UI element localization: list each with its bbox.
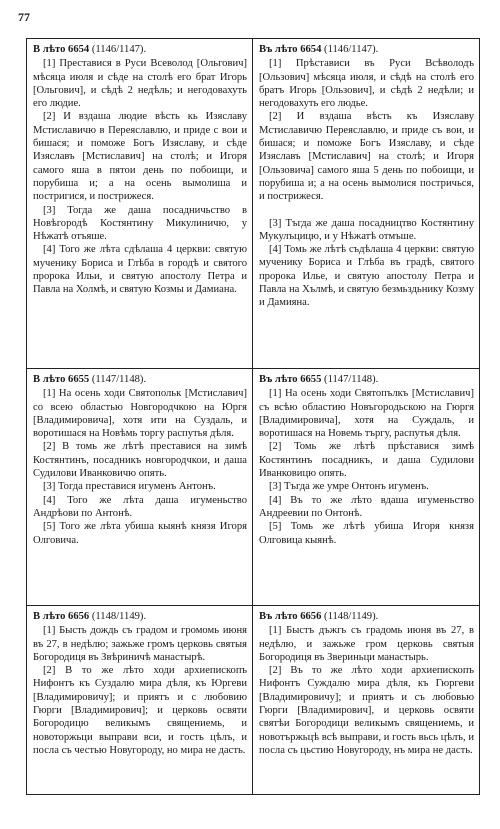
- entry-6654-left-column: [27, 39, 253, 369]
- chronicle-paragraph: [2] И вздаша вѣсть къ Изяславу Мстиславичю Переяславлю, и приде съ вои, и бишася; и поможе Богъ Изяславу, и сѣде Изяславъ [Мстиславич] на столѣ; и Игоря [Ользовича] самого яша 5 день по побоищи, и порубиша и; а на осень вымолися постричься, и пострижеся.: [259, 111, 474, 203]
- chronicle-paragraph: [2] Въ то же лѣто ходи архиепископъ Нифонтъ Суждалю мира дѣля, къ Гюргеви [Владимировичу]; и приятъ и съ любовью Гюрги [Владимирович], и церковь освяти святѣи Богородици великымъ священиемь, и новотържьцѣ всѣ выправи, и гость вьсь цѣлъ, и посла съ цьстию Новугороду, нъ мира не дасть.: [259, 665, 474, 756]
- paragraph-spacer: [259, 204, 474, 217]
- entry-6655-left-column: [27, 369, 253, 606]
- chronicle-paragraph: [2] Томь же лѣтѣ прѣставися зимѣ Костянтинъ посадникъ, и даша Судилови Иванковицю опять.: [259, 441, 474, 480]
- entry-heading: [33, 373, 247, 386]
- chronicle-paragraph: [1] Быстъ дъжгь съ градомь июня въ 27, в недѣлю, и зажьже гром церковь святыя Богородиця въ Звериньци манастырь.: [259, 625, 474, 663]
- entry-heading: [259, 373, 474, 386]
- chronicle-paragraph: [1] На осень ходи Святопълкъ [Мстиславич] съ всѣю областию Новъгородьскою на Гюргя [Владимировича], хотя на Суждаль, и воротишася на Новемь търгу, распутья дѣля.: [259, 388, 474, 440]
- chronicle-paragraph: [4] Того же лѣта даша игуменьство Андрѣови по Антонѣ.: [33, 494, 247, 519]
- entry-year-label: Въ лѣто 6654: [259, 44, 322, 55]
- entry-year-label: В лѣто 6654: [33, 44, 90, 55]
- entry-heading: [259, 43, 474, 56]
- chronicle-paragraph: [2] И вздаша людие вѣсть кь Изяславу Мстиславичю в Переяславлю, и приде с вои и бишася; и поможе Богъ Изяславу, и сѣде Изяславъ [Мстиславич] на столѣ; и Игоря самого яша в пятои день по побоищи, и порубиша и; а на осень вымолиша и постригися, и пострижеся.: [33, 111, 247, 203]
- chronicle-paragraph: [3] Тъгда же умре Онтонъ игуменъ.: [269, 481, 429, 493]
- chronicle-paragraph: [1] На осень ходи Святопольк [Мстиславич] со всею областью Новгородчкою на Юргя [Владимировича], хотя ити на Суздаль, и воротишася на Новѣмь торгу распутья дѣля.: [33, 388, 247, 440]
- entry-year-range: (1147/1148).: [91, 374, 147, 385]
- chronicle-paragraph: [1] Бысть дождь съ градом и громомь июня въ 27, в недѣлю; зажьже громъ церковь святыя Богородиця въ Звѣриничѣ манастырѣ.: [33, 625, 247, 663]
- chronicle-paragraph: [1] Преставися в Руси Всеволод [Ольгович] мѣсяца июля и сѣде на столѣ его брат Игорь [Ольгович], и сѣдѣ 2 недѣль; и негодовахуть его людие.: [33, 58, 247, 110]
- entry-year-range: (1146/1147).: [324, 44, 379, 55]
- entry-year-label: В лѣто 6655: [33, 374, 90, 385]
- entry-year-range: (1148/1149).: [324, 611, 379, 622]
- entry-year-label: В лѣто 6656: [33, 611, 90, 622]
- entry-6655-right-column: [253, 369, 479, 606]
- chronicle-paragraph: [3] Тъгда же даша посадництво Костянтину Мукулъцицю, и у Нѣжатѣ отмъше.: [259, 217, 474, 242]
- entry-heading: [259, 610, 474, 623]
- parallel-text-table: [26, 38, 480, 795]
- entry-6654-right-column: [253, 39, 479, 369]
- chronicle-paragraph: [2] В томь же лѣтѣ преставися на зимѣ Костянтинъ, посадникъ новгородчкои, и даша Судилови Иванковичю опять.: [33, 441, 247, 480]
- chronicle-paragraph: [3] Тогда же даша посадничьство в Новѣгородѣ Костянтину Микулиничю, у Нѣжатѣ отъяше.: [33, 204, 247, 243]
- entry-heading: [33, 43, 247, 56]
- chronicle-paragraph: [3] Тогда преставися игуменъ Антонъ.: [43, 481, 216, 493]
- chronicle-paragraph: [2] В то же лѣто ходи архиепископъ Нифонтъ къ Суздалю мира дѣля, къ Юргеви [Владимировичу]; и приятъ и с любовию Гюрги [Владимирович]; и церковь освяти Богородицю великымъ священиемь, и новоторжьци выправи вси, и гость цѣлъ, и посла съ честью Новугороду, но мира не дасть.: [33, 665, 247, 756]
- chronicle-paragraph: [4] Того же лѣта сдѣлаша 4 церкви: святую мученику Бориса и Глѣба в городѣ и святого пророка Ильи, и святую апостолу Петра и Павла на Холмѣ, и святую Козмы и Дамиана.: [33, 244, 247, 296]
- chronicle-paragraph: [1] Прѣстависи въ Руси Всѣволодъ [Ользович] мѣсяца июля, и сѣдѣ на столѣ его братъ Игорь [Ользович], и сѣдѣ 2 недѣли; и негодовахуть его людье.: [259, 58, 474, 110]
- chronicle-paragraph: [4] Въ то же лѣто вдаша игуменьство Андреевии по Онтонѣ.: [259, 494, 474, 519]
- entry-year-range: (1146/1147).: [91, 44, 147, 55]
- entry-year-label: Въ лѣто 6655: [259, 374, 322, 385]
- entry-year-range: (1147/1148).: [324, 374, 379, 385]
- entry-6656-right-column: [253, 606, 479, 794]
- entry-year-range: (1148/1149).: [91, 611, 147, 622]
- entry-year-label: Въ лѣто 6656: [259, 611, 322, 622]
- chronicle-paragraph: [5] Того же лѣта убиша кыянѣ князя Игоря Олговича.: [33, 521, 247, 546]
- chronicle-paragraph: [5] Томь же лѣтѣ убиша Игоря князя Олговица кыянѣ.: [259, 521, 474, 546]
- chronicle-paragraph: [4] Томь же лѣтѣ съдѣлаша 4 церкви: святую мученику Бориса и Глѣба въ градѣ, святого пророка Илье, и святую апостолу Петра и Павла на Хълмѣ, и святую безмьздьнику Козму и Дамияна.: [259, 244, 474, 309]
- entry-6656-left-column: [27, 606, 253, 794]
- entry-heading: [33, 610, 247, 623]
- page-number: 77: [18, 10, 30, 24]
